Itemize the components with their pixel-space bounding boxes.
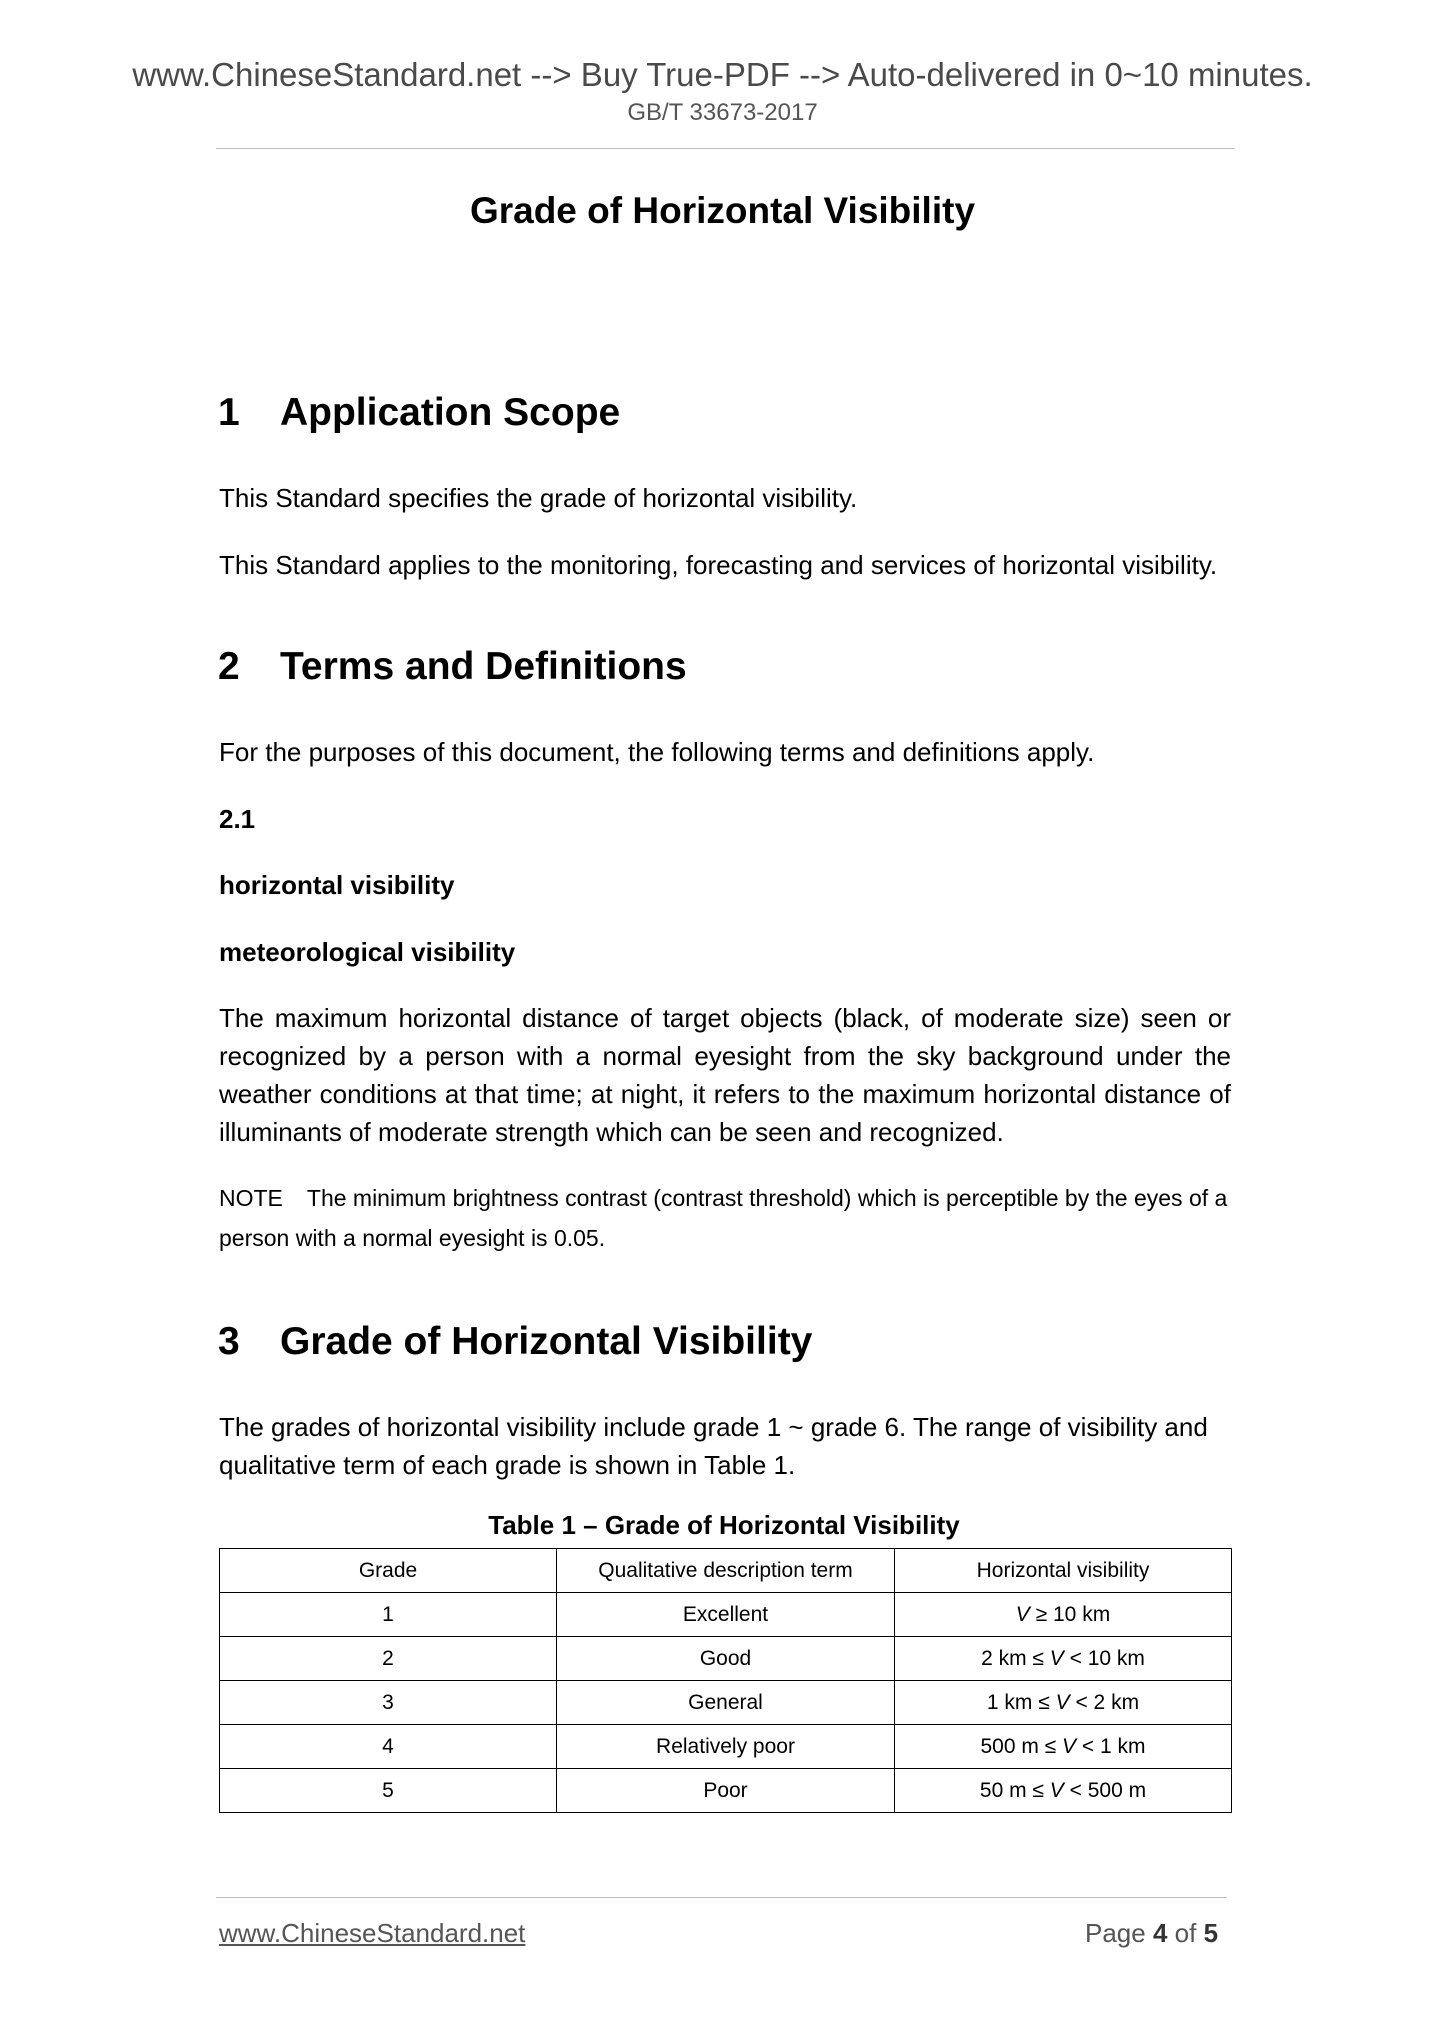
cell-term: Good bbox=[557, 1637, 895, 1681]
header-term: Qualitative description term bbox=[557, 1549, 895, 1593]
footer-divider bbox=[216, 1897, 1227, 1898]
definition-note bbox=[219, 1178, 1231, 1258]
document-title: Grade of Horizontal Visibility bbox=[469, 190, 976, 231]
visibility-variable: V bbox=[1062, 1734, 1077, 1758]
cell-visibility bbox=[895, 1681, 1232, 1725]
cell-grade: 1 bbox=[220, 1593, 557, 1637]
range-lower: 50 m ≤ bbox=[979, 1778, 1050, 1802]
section-1-heading bbox=[218, 393, 620, 432]
cell-visibility bbox=[895, 1769, 1232, 1813]
cell-grade: 4 bbox=[220, 1725, 557, 1769]
range-upper: ≥ 10 km bbox=[1029, 1602, 1111, 1626]
table-row bbox=[220, 1769, 1232, 1813]
cell-term: General bbox=[557, 1681, 895, 1725]
footer-website-link[interactable]: www.ChineseStandard.net bbox=[219, 1918, 526, 1948]
visibility-variable: V bbox=[1055, 1690, 1070, 1714]
header-visibility: Horizontal visibility bbox=[895, 1549, 1232, 1593]
section-1-paragraph-2: This Standard applies to the monitoring, forecasting and services of horizontal visibility. bbox=[219, 550, 1218, 580]
cell-term: Excellent bbox=[557, 1593, 895, 1637]
page-total: 5 bbox=[1203, 1918, 1219, 1948]
visibility-variable: V bbox=[1049, 1778, 1064, 1802]
note-label: NOTE bbox=[219, 1185, 283, 1211]
visibility-variable: V bbox=[1015, 1602, 1030, 1626]
cell-grade: 5 bbox=[220, 1769, 557, 1813]
page-prefix: Page bbox=[1085, 1918, 1153, 1948]
header-banner[interactable]: www.ChineseStandard.net --> Buy True-PDF --> Auto-delivered in 0~10 minutes. bbox=[132, 56, 1313, 93]
section-3-heading bbox=[218, 1322, 812, 1361]
section-3-paragraph: The grades of horizontal visibility include grade 1 ~ grade 6. The range of visibility and qualitative term of each grade is shown in Table 1. bbox=[219, 1412, 1208, 1480]
cell-visibility bbox=[895, 1637, 1232, 1681]
section-number: 1 bbox=[218, 391, 240, 434]
cell-grade: 2 bbox=[220, 1637, 557, 1681]
table-row bbox=[220, 1637, 1232, 1681]
range-upper: < 500 m bbox=[1063, 1778, 1147, 1802]
header-grade: Grade bbox=[220, 1549, 557, 1593]
page-indicator bbox=[1085, 1920, 1218, 1946]
table-row bbox=[220, 1725, 1232, 1769]
range-upper: < 1 km bbox=[1076, 1734, 1146, 1758]
term-name: horizontal visibility bbox=[219, 870, 455, 900]
cell-visibility bbox=[895, 1725, 1232, 1769]
cell-grade: 3 bbox=[220, 1681, 557, 1725]
table-title: Table 1 – Grade of Horizontal Visibility bbox=[488, 1510, 960, 1540]
range-lower: 500 m ≤ bbox=[980, 1734, 1063, 1758]
page-of: of bbox=[1167, 1918, 1204, 1948]
range-lower: 1 km ≤ bbox=[986, 1690, 1056, 1714]
section-2-intro: For the purposes of this document, the following terms and definitions apply. bbox=[219, 737, 1095, 767]
visibility-variable: V bbox=[1049, 1646, 1064, 1670]
range-upper: < 10 km bbox=[1063, 1646, 1145, 1670]
section-title: Terms and Definitions bbox=[280, 645, 687, 688]
section-number: 3 bbox=[218, 1320, 240, 1363]
note-text: The minimum brightness contrast (contrast threshold) which is perceptible by the eyes of a person with a normal eyesight is 0.05. bbox=[219, 1185, 1228, 1251]
table-header-row bbox=[220, 1549, 1232, 1593]
cell-term: Poor bbox=[557, 1769, 895, 1813]
header-divider bbox=[216, 148, 1235, 149]
visibility-grade-table bbox=[219, 1548, 1232, 1813]
cell-visibility bbox=[895, 1593, 1232, 1637]
page-current: 4 bbox=[1152, 1918, 1168, 1948]
document-number: GB/T 33673-2017 bbox=[627, 99, 818, 126]
cell-term: Relatively poor bbox=[557, 1725, 895, 1769]
table-row bbox=[220, 1681, 1232, 1725]
section-1-paragraph-1: This Standard specifies the grade of horizontal visibility. bbox=[219, 483, 858, 513]
table-row bbox=[220, 1593, 1232, 1637]
term-synonym: meteorological visibility bbox=[219, 937, 516, 967]
term-definition: The maximum horizontal distance of target objects (black, of moderate size) seen or recognized by a person with a normal eyesight from the sky background under the weather conditions at that time; at night, it refers to the maximum horizontal distance of illuminants of moderate strength which can be seen and recognized. bbox=[219, 1003, 1231, 1147]
section-number: 2 bbox=[218, 645, 240, 688]
range-lower: 2 km ≤ bbox=[981, 1646, 1050, 1670]
section-title: Application Scope bbox=[280, 391, 621, 434]
section-title: Grade of Horizontal Visibility bbox=[280, 1320, 813, 1363]
term-number: 2.1 bbox=[219, 804, 256, 834]
section-2-heading bbox=[218, 647, 687, 686]
range-upper: < 2 km bbox=[1069, 1690, 1140, 1714]
